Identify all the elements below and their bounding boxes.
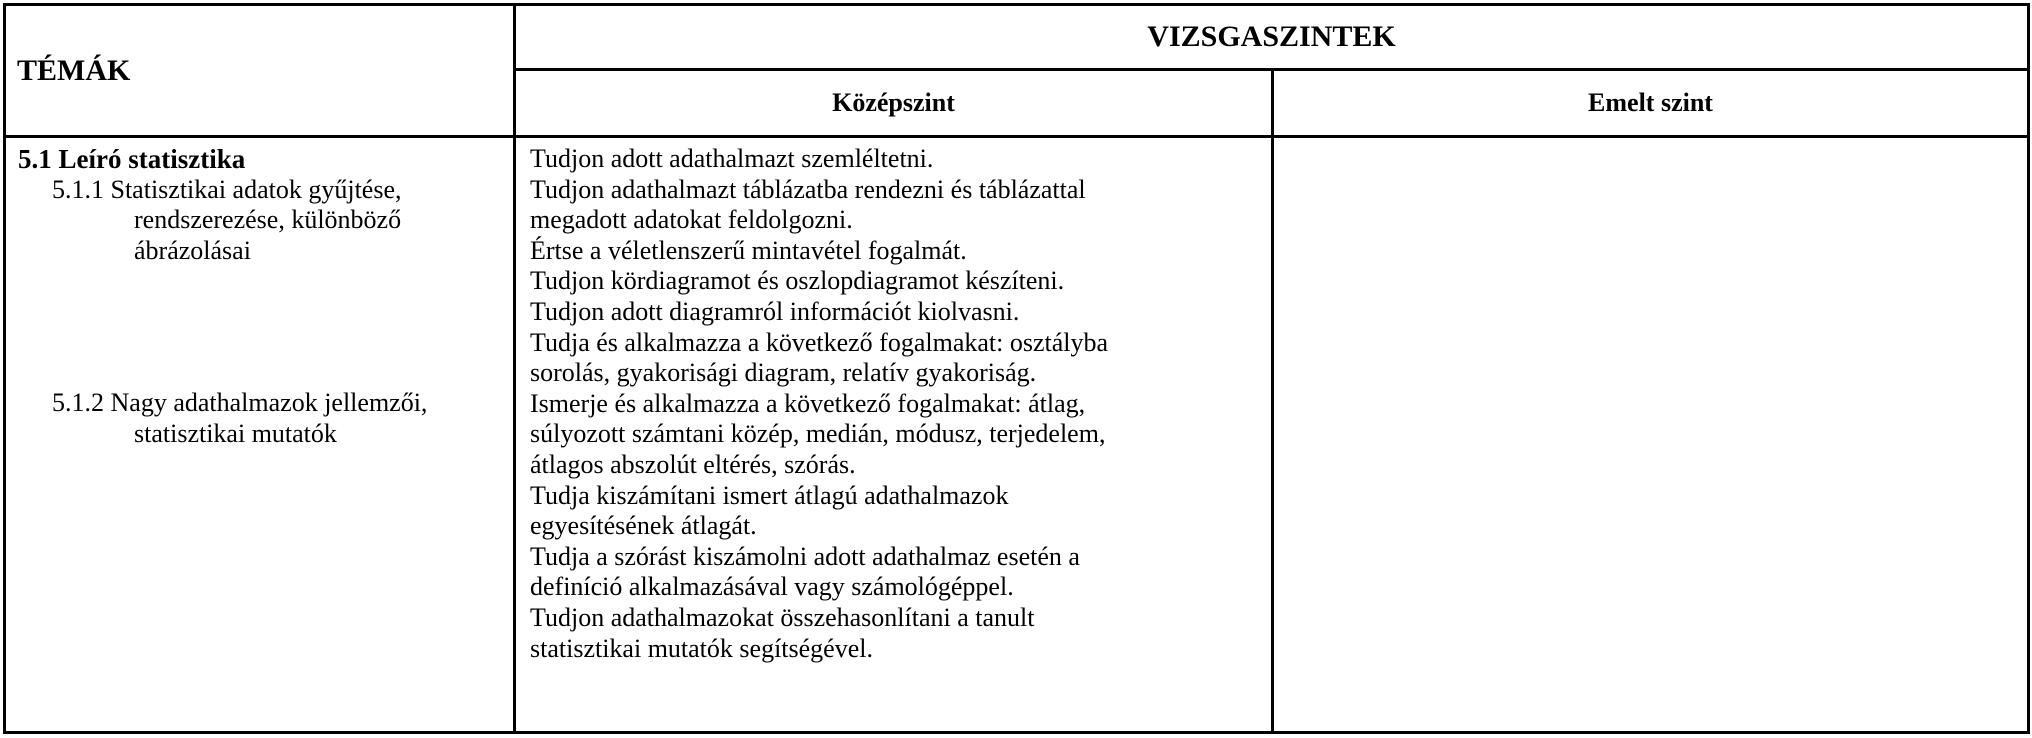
requirement-line: statisztikai mutatók segítségével. [530, 633, 873, 663]
subtopic-5-1-1-line2: rendszerezése, különböző [134, 205, 402, 235]
requirement-line: sorolás, gyakorisági diagram, relatív gyakoriság. [530, 358, 1037, 388]
requirement-line: Értse a véletlenszerű mintavétel fogalmát. [530, 235, 967, 265]
requirement-line: Ismerje és alkalmazza a következő fogalmakat: átlag, [530, 388, 1086, 418]
exam-requirements-table [3, 3, 2030, 734]
header-advanced-level: Emelt szint [1273, 70, 2029, 137]
requirement-line: Tudjon adott diagramról információt kiolvasni. [530, 296, 1020, 326]
requirement-line: Tudja a szórást kiszámolni adott adathalmaz esetén a [530, 541, 1080, 571]
requirement-line: Tudjon adott adathalmazt szemléltetni. [530, 144, 934, 173]
subtopic-5-1-2-line1: 5.1.2 Nagy adathalmazok jellemzői, [52, 388, 428, 418]
requirement-line: átlagos abszolút eltérés, szórás. [530, 449, 856, 479]
header-topics: TÉMÁK [5, 5, 515, 137]
requirement-line: Tudjon kördiagramot és oszlopdiagramot készíteni. [530, 266, 1065, 296]
subtopic-5-1-1-line1: 5.1.1 Statisztikai adatok gyűjtése, [52, 174, 402, 204]
topic-heading: 5.1 Leíró statisztika [18, 144, 246, 174]
subtopic-5-1-2-line2: statisztikai mutatók [134, 418, 337, 448]
requirement-line: súlyozott számtani közép, medián, módusz, terjedelem, [530, 419, 1106, 449]
requirement-line: definíció alkalmazásával vagy számológéppel. [530, 572, 1014, 602]
header-intermediate-level: Középszint [515, 70, 1273, 137]
requirement-line: Tudja kiszámítani ismert átlagú adathalmazok [530, 480, 1009, 510]
requirement-line: Tudjon adathalmazokat összehasonlítani a tanult [530, 602, 1035, 632]
topics-cell [5, 137, 515, 733]
requirement-line: Tudja és alkalmazza a következő fogalmakat: osztályba [530, 327, 1109, 357]
subtopic-5-1-1-line3: ábrázolásai [134, 235, 251, 265]
requirement-line: egyesítésének átlagát. [530, 511, 757, 541]
header-exam-levels: VIZSGASZINTEK [515, 5, 2029, 70]
requirement-line: megadott adatokat feldolgozni. [530, 205, 853, 235]
advanced-requirements-cell [1273, 137, 2029, 733]
subtopic-5-1-2 [18, 388, 509, 449]
subtopic-5-1-1 [18, 175, 509, 267]
requirement-line: Tudjon adathalmazt táblázatba rendezni és táblázattal [530, 174, 1086, 204]
intermediate-requirements-cell [515, 137, 1273, 733]
